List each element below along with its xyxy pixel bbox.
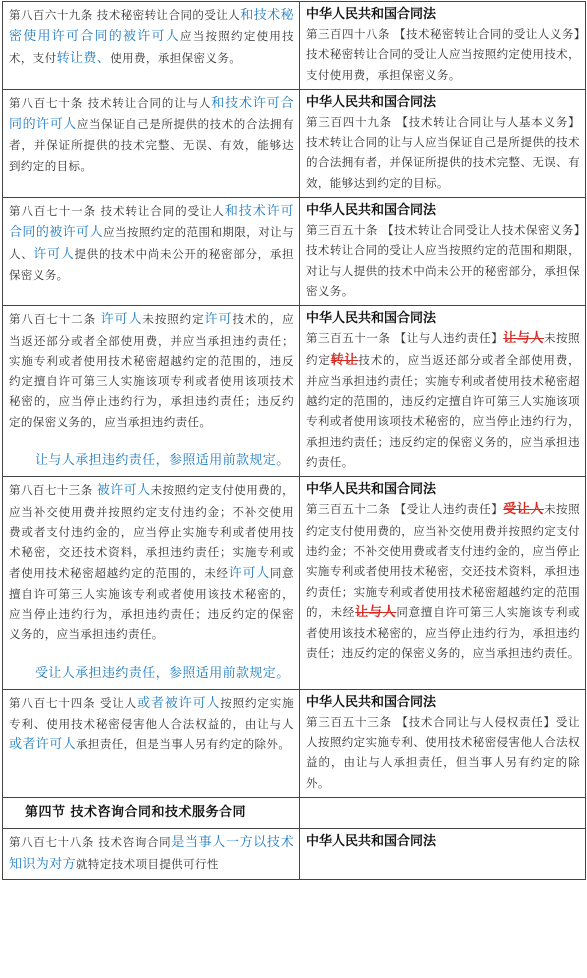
highlighted-text: 许可人 [33,246,75,262]
marked-text: 转让 [330,352,359,368]
law-heading: 中华人民共和国合同法 [306,7,437,22]
highlighted-text: 和技术秘密使用许可合同的被许可人 [9,8,294,45]
comparison-table [2,1,586,880]
marked-text: 受让人 [503,502,544,518]
clause-text: 第三百五十二条 【受让人违约责任】 [306,502,504,517]
law-heading: 中华人民共和国合同法 [306,311,437,327]
table-row [3,89,586,197]
highlighted-text: 转让费、 [56,50,111,66]
contract-law-cell [300,306,586,477]
clause-text: 按照约定实施专利、使用技术秘密侵害他人合法权益的，由让与人 [9,695,294,732]
marked-text: 让与人 [355,604,397,620]
clause-text: 同意擅自许可第三人实施该专利或者使用该技术秘密的，应当停止违约行为，承担违约责任；违反约定的保密义务的，应当承担违约责任。 [306,604,581,661]
clause-note: 受让人承担违约责任，参照适用前款规定。 [35,665,290,681]
comparison-table-body [3,2,586,880]
clause-text: 技术的，应当返还部分或者全部使用费，并应当承担违约责任；实施专利或者使用技术秘密超越约定的范围的，违反约定擅自许可第三人实施该项专利或者使用该项技术秘密的，应当停止违约行为，承担违约责任；违反约定的保密义务的，应当承担违约责任。 [306,352,580,470]
clause-text: 第三百五十三条 【技术合同让与人侵权责任】受让人按照约定实施专利、使用技术秘密侵害他人合法权益的，由让与人承担责任，但当事人另有约定的除外。 [306,714,580,790]
clause-text: 第三百四十八条 【技术秘密转让合同的受让人义务】技术秘密转让合同的受让人应当按照约定使用技术，支付使用费，承担保密义务。 [306,27,580,82]
clause-text: 未按照约定支付使用费的，应当补交使用费并按照约定支付违约金；不补交使用费或者支付违约金的，应当停止实施专利或者使用技术秘密，交还技术资料，承担违约责任；实施专利或者使用技术秘密超越约定的范围的，未经 [306,502,580,619]
civil-code-cell [3,477,300,689]
table-row [3,477,586,689]
civil-code-cell [3,89,300,197]
clause-text: 第八百七十八条 技术咨询合同 [9,835,172,850]
clause-note: 让与人承担违约责任，参照适用前款规定。 [35,453,290,469]
highlighted-text: 和技术许可合同的被许可人 [9,204,294,241]
civil-code-cell [3,306,300,477]
civil-code-cell [3,829,300,880]
section-row [3,797,586,828]
clause-text: 未按照约定 [142,312,205,327]
clause-text: 应当按照约定使用技术，支付 [9,29,294,65]
law-heading: 中华人民共和国合同法 [306,834,437,850]
law-heading: 中华人民共和国合同法 [306,94,437,110]
clause-text: 承担责任，但是当事人另有约定的除外。 [76,737,291,752]
contract-law-cell [300,829,586,880]
table-row [3,306,586,477]
highlighted-text: 许可人 [228,565,270,581]
highlighted-text: 许可人 [100,312,143,328]
clause-text: 第八百六十九条 技术秘密转让合同的受让人 [9,8,241,22]
civil-code-cell [3,689,300,797]
clause-text: 第八百七十四条 受让人 [9,695,138,710]
civil-code-cell [3,198,300,306]
clause-text: 第八百七十一条 技术转让合同的受让人 [9,204,225,219]
clause-text: 第三百四十九条 【技术转让合同让与人基本义务】技术转让合同的让与人应当保证自己是所提供的技术的合法拥有者，并保证所提供的技术完整、无误、有效，能够达到约定的目标。 [306,114,580,190]
table-row [3,829,586,880]
highlighted-text: 或者被许可人 [137,695,221,711]
clause-text: 就特定技术项目提供可行性 [76,856,219,871]
clause-text: 使用费，承担保密义务。 [110,50,242,65]
clause-text: 应当按照约定的范围和期限，对让与人、 [9,225,294,261]
clause-text: 同意擅自许可第三人实施该专利或者使用该技术秘密的，应当停止违约行为，承担违约责任；违反约定的保密义务的，应当承担违约责任。 [9,565,294,642]
table-row [3,2,586,90]
clause-text: 第八百七十二条 [9,312,101,327]
contract-law-cell [300,689,586,797]
law-heading: 中华人民共和国合同法 [306,203,437,219]
highlighted-text: 和技术许可合同的许可人 [9,95,294,133]
table-row [3,198,586,306]
highlighted-text: 许可 [204,312,233,328]
clause-text: 第八百七十三条 [9,483,97,498]
civil-code-cell [3,2,300,90]
clause-text: 未按照约定支付使用费的，应当补交使用费并按照约定支付违约金；不补交使用费或者支付违约金的，应当停止实施专利或者使用技术秘密，交还技术资料，承担违约责任；实施专利或者使用技术秘密超越约定的范围的，未经 [9,483,294,580]
clause-text: 技术的，应当返还部分或者全部使用费，并应当承担违约责任；实施专利或者使用技术秘密超越约定的范围的，违反约定擅自许可第三人实施该项专利或者使用该项技术秘密的，应当停止违约行为，承担违约责任；违反约定的保密义务的，应当承担违约责任。 [9,312,295,429]
marked-text: 让与人 [503,331,544,347]
highlighted-text: 被许可人 [96,483,151,499]
contract-law-cell [300,477,586,689]
clause-text: 未按照约定 [306,331,580,367]
section-empty-cell [300,797,586,828]
clause-text: 应当保证自己是所提供的技术的合法拥有者，并保证所提供的技术完整、无误、有效，能够达到约定的目标。 [9,117,294,173]
contract-law-cell [300,89,586,197]
law-heading: 中华人民共和国合同法 [306,694,437,710]
clause-text: 提供的技术中尚未公开的秘密部分，承担保密义务。 [9,246,294,282]
table-row [3,689,586,797]
law-heading: 中华人民共和国合同法 [306,482,437,498]
clause-text: 第三百五十一条 【让与人违约责任】 [306,331,504,346]
clause-text: 第三百五十条 【技术转让合同受让人技术保密义务】技术转让合同的受让人应当按照约定的范围和期限，对让与人提供的技术中尚未公开的秘密部分，承担保密义务。 [306,223,580,298]
highlighted-text: 或者许可人 [9,737,77,753]
contract-law-cell [300,2,586,90]
clause-text: 第八百七十条 技术转让合同的让与人 [9,95,212,110]
section-title: 第四节 技术咨询合同和技术服务合同 [3,797,300,828]
contract-law-cell [300,198,586,306]
highlighted-text: 是当事人一方以技术知识为对方 [9,835,294,872]
